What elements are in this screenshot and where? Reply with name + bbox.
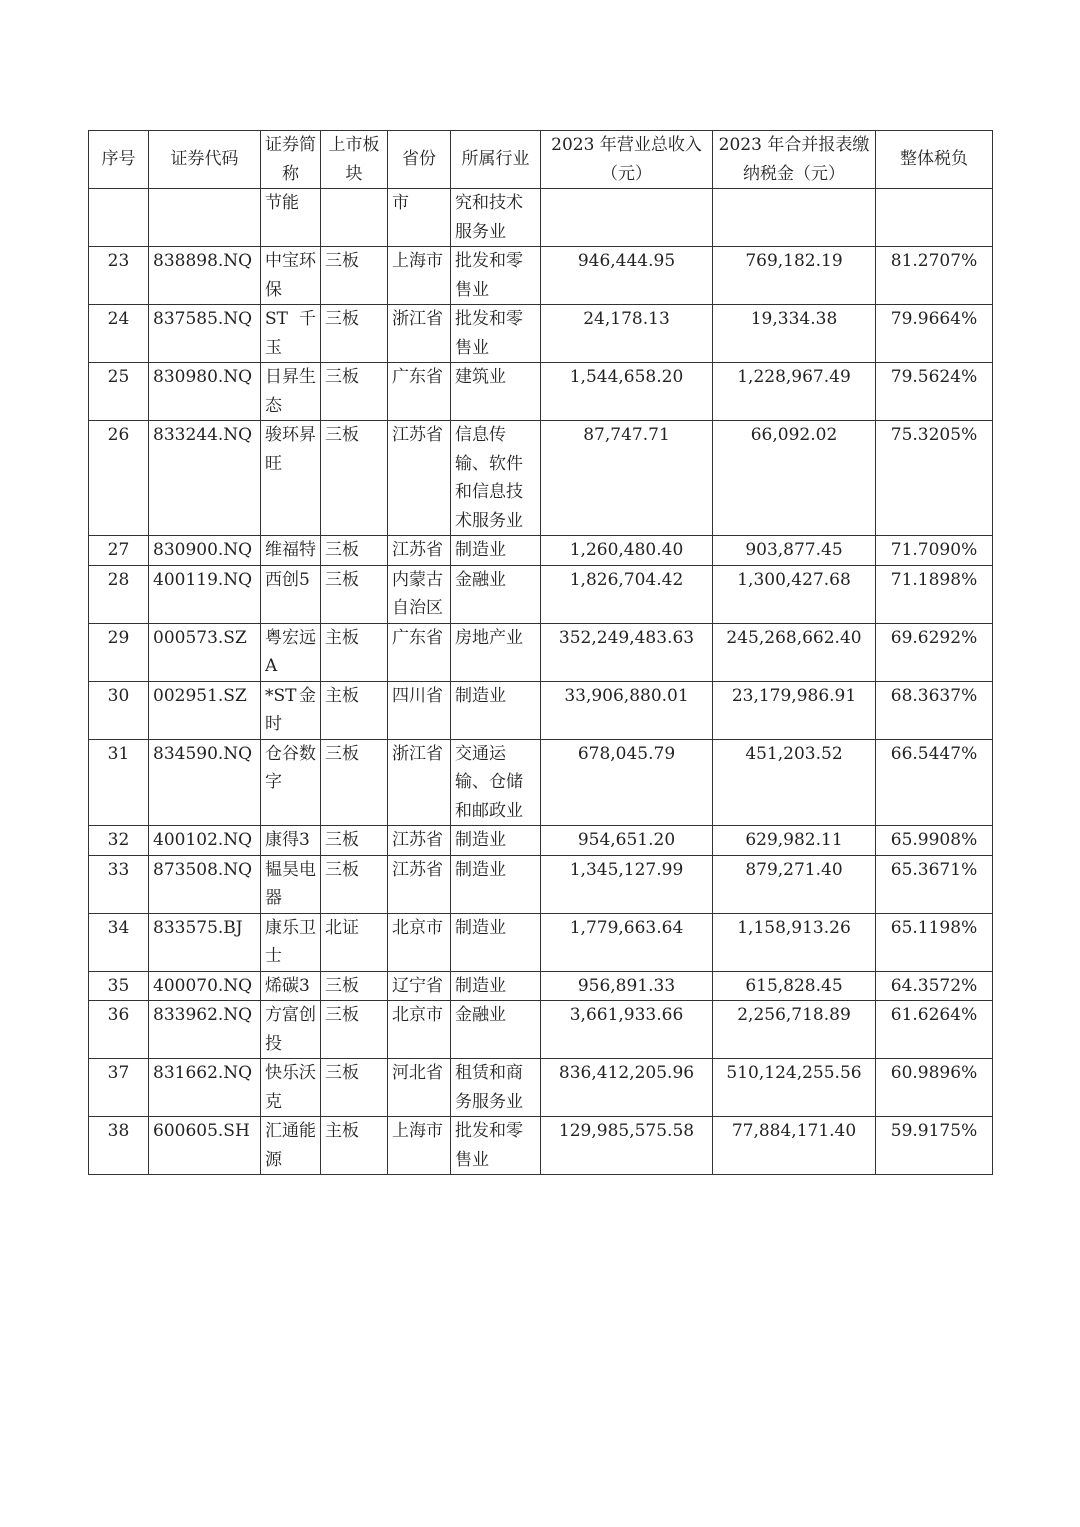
- cell-name: 方富创投: [261, 1001, 321, 1059]
- table-row: [89, 1059, 993, 1117]
- cell-index: [89, 189, 149, 247]
- cell-tax: 510,124,255.56: [713, 1059, 876, 1117]
- cell-tax: 769,182.19: [713, 247, 876, 305]
- cell-index: 27: [89, 536, 149, 566]
- cell-industry: 究和技术服务业: [451, 189, 541, 247]
- cell-revenue: 24,178.13: [541, 305, 713, 363]
- cell-index: 28: [89, 565, 149, 623]
- cell-code: 400070.NQ: [149, 971, 261, 1001]
- cell-industry: 制造业: [451, 913, 541, 971]
- cell-revenue: 3,661,933.66: [541, 1001, 713, 1059]
- cell-code: 600605.SH: [149, 1117, 261, 1175]
- cell-province: 江苏省: [388, 421, 451, 536]
- cell-province: 辽宁省: [388, 971, 451, 1001]
- cell-name: *ST金时: [261, 681, 321, 739]
- cell-index: 32: [89, 826, 149, 856]
- table-header: [89, 131, 993, 189]
- cell-industry: 金融业: [451, 1001, 541, 1059]
- table-row: [89, 826, 993, 856]
- cell-name: ST千玉: [261, 305, 321, 363]
- cell-revenue: 129,985,575.58: [541, 1117, 713, 1175]
- cell-industry: 制造业: [451, 536, 541, 566]
- cell-board: 主板: [321, 681, 388, 739]
- cell-tax: 451,203.52: [713, 739, 876, 826]
- cell-board: 三板: [321, 247, 388, 305]
- cell-tax: 903,877.45: [713, 536, 876, 566]
- cell-board: 三板: [321, 1059, 388, 1117]
- cell-name: 烯碳3: [261, 971, 321, 1001]
- cell-index: 23: [89, 247, 149, 305]
- cell-name: 快乐沃克: [261, 1059, 321, 1117]
- table-body: [89, 189, 993, 1175]
- cell-index: 38: [89, 1117, 149, 1175]
- cell-name: 汇通能源: [261, 1117, 321, 1175]
- cell-index: 34: [89, 913, 149, 971]
- cell-rate: 65.3671%: [876, 855, 993, 913]
- cell-province: 江苏省: [388, 855, 451, 913]
- cell-revenue: 87,747.71: [541, 421, 713, 536]
- cell-industry: 房地产业: [451, 623, 541, 681]
- cell-tax: 1,228,967.49: [713, 363, 876, 421]
- cell-code: 002951.SZ: [149, 681, 261, 739]
- cell-board: 三板: [321, 739, 388, 826]
- cell-province: 江苏省: [388, 826, 451, 856]
- cell-name: 中宝环保: [261, 247, 321, 305]
- cell-code: 838898.NQ: [149, 247, 261, 305]
- cell-province: 上海市: [388, 1117, 451, 1175]
- cell-board: 三板: [321, 855, 388, 913]
- cell-board: 主板: [321, 623, 388, 681]
- cell-industry: 制造业: [451, 855, 541, 913]
- cell-tax: 66,092.02: [713, 421, 876, 536]
- cell-revenue: 352,249,483.63: [541, 623, 713, 681]
- cell-rate: 64.3572%: [876, 971, 993, 1001]
- cell-board: 三板: [321, 826, 388, 856]
- cell-index: 36: [89, 1001, 149, 1059]
- cell-province: 河北省: [388, 1059, 451, 1117]
- cell-province: 江苏省: [388, 536, 451, 566]
- cell-board: 三板: [321, 565, 388, 623]
- cell-index: 30: [89, 681, 149, 739]
- cell-rate: 60.9896%: [876, 1059, 993, 1117]
- cell-index: 24: [89, 305, 149, 363]
- cell-code: 000573.SZ: [149, 623, 261, 681]
- cell-revenue: 836,412,205.96: [541, 1059, 713, 1117]
- cell-province: 北京市: [388, 913, 451, 971]
- cell-tax: 2,256,718.89: [713, 1001, 876, 1059]
- table-row: [89, 189, 993, 247]
- cell-rate: 79.5624%: [876, 363, 993, 421]
- cell-tax: 629,982.11: [713, 826, 876, 856]
- header-revenue: 2023 年营业总收入（元）: [541, 131, 713, 189]
- header-name: 证券简称: [261, 131, 321, 189]
- cell-revenue: 1,345,127.99: [541, 855, 713, 913]
- cell-code: 833244.NQ: [149, 421, 261, 536]
- table-row: [89, 565, 993, 623]
- cell-code: 400119.NQ: [149, 565, 261, 623]
- cell-code: 834590.NQ: [149, 739, 261, 826]
- cell-index: 25: [89, 363, 149, 421]
- cell-code: 873508.NQ: [149, 855, 261, 913]
- cell-tax: 23,179,986.91: [713, 681, 876, 739]
- cell-industry: 批发和零售业: [451, 305, 541, 363]
- cell-name: 康得3: [261, 826, 321, 856]
- table-row: [89, 536, 993, 566]
- cell-province: 广东省: [388, 363, 451, 421]
- table-row: [89, 1001, 993, 1059]
- cell-industry: 批发和零售业: [451, 247, 541, 305]
- cell-index: 31: [89, 739, 149, 826]
- cell-province: 上海市: [388, 247, 451, 305]
- cell-rate: 71.7090%: [876, 536, 993, 566]
- cell-tax: 615,828.45: [713, 971, 876, 1001]
- cell-code: 400102.NQ: [149, 826, 261, 856]
- cell-board: 北证: [321, 913, 388, 971]
- cell-code: 831662.NQ: [149, 1059, 261, 1117]
- cell-board: [321, 189, 388, 247]
- cell-name: 西创5: [261, 565, 321, 623]
- cell-industry: 租赁和商务服务业: [451, 1059, 541, 1117]
- cell-rate: [876, 189, 993, 247]
- table-row: [89, 305, 993, 363]
- table-row: [89, 247, 993, 305]
- header-row: [89, 131, 993, 189]
- cell-rate: 81.2707%: [876, 247, 993, 305]
- cell-name: 节能: [261, 189, 321, 247]
- cell-rate: 71.1898%: [876, 565, 993, 623]
- cell-index: 35: [89, 971, 149, 1001]
- cell-index: 37: [89, 1059, 149, 1117]
- table-row: [89, 913, 993, 971]
- cell-board: 三板: [321, 1001, 388, 1059]
- table-row: [89, 739, 993, 826]
- cell-revenue: 1,544,658.20: [541, 363, 713, 421]
- cell-province: 四川省: [388, 681, 451, 739]
- cell-province: 北京市: [388, 1001, 451, 1059]
- cell-code: 833962.NQ: [149, 1001, 261, 1059]
- cell-revenue: 956,891.33: [541, 971, 713, 1001]
- header-province: 省份: [388, 131, 451, 189]
- header-code: 证券代码: [149, 131, 261, 189]
- cell-code: 830900.NQ: [149, 536, 261, 566]
- cell-revenue: 33,906,880.01: [541, 681, 713, 739]
- table-row: [89, 623, 993, 681]
- cell-name: 仓谷数字: [261, 739, 321, 826]
- header-index: 序号: [89, 131, 149, 189]
- cell-province: 内蒙古自治区: [388, 565, 451, 623]
- cell-name: 粤宏远A: [261, 623, 321, 681]
- cell-board: 三板: [321, 421, 388, 536]
- cell-code: 837585.NQ: [149, 305, 261, 363]
- cell-board: 三板: [321, 305, 388, 363]
- cell-industry: 金融业: [451, 565, 541, 623]
- cell-industry: 信息传输、软件和信息技术服务业: [451, 421, 541, 536]
- table-row: [89, 421, 993, 536]
- cell-board: 三板: [321, 971, 388, 1001]
- cell-name: 韫昊电器: [261, 855, 321, 913]
- cell-board: 主板: [321, 1117, 388, 1175]
- cell-industry: 制造业: [451, 681, 541, 739]
- table-row: [89, 855, 993, 913]
- cell-tax: 1,158,913.26: [713, 913, 876, 971]
- cell-rate: 61.6264%: [876, 1001, 993, 1059]
- cell-tax: [713, 189, 876, 247]
- cell-tax: 1,300,427.68: [713, 565, 876, 623]
- cell-code: 830980.NQ: [149, 363, 261, 421]
- cell-code: [149, 189, 261, 247]
- cell-industry: 交通运输、仓储和邮政业: [451, 739, 541, 826]
- header-rate: 整体税负: [876, 131, 993, 189]
- tax-burden-table: [88, 130, 993, 1175]
- cell-index: 33: [89, 855, 149, 913]
- cell-revenue: 946,444.95: [541, 247, 713, 305]
- cell-code: 833575.BJ: [149, 913, 261, 971]
- cell-index: 29: [89, 623, 149, 681]
- cell-rate: 79.9664%: [876, 305, 993, 363]
- header-industry: 所属行业: [451, 131, 541, 189]
- cell-name: 日昇生态: [261, 363, 321, 421]
- cell-province: 广东省: [388, 623, 451, 681]
- cell-rate: 65.9908%: [876, 826, 993, 856]
- cell-revenue: 1,826,704.42: [541, 565, 713, 623]
- cell-industry: 制造业: [451, 971, 541, 1001]
- cell-board: 三板: [321, 363, 388, 421]
- cell-industry: 批发和零售业: [451, 1117, 541, 1175]
- cell-province: 浙江省: [388, 739, 451, 826]
- header-tax: 2023 年合并报表缴纳税金（元）: [713, 131, 876, 189]
- header-board: 上市板块: [321, 131, 388, 189]
- cell-rate: 59.9175%: [876, 1117, 993, 1175]
- cell-tax: 879,271.40: [713, 855, 876, 913]
- cell-revenue: 1,260,480.40: [541, 536, 713, 566]
- cell-name: 骏环昇旺: [261, 421, 321, 536]
- table-row: [89, 1117, 993, 1175]
- cell-rate: 69.6292%: [876, 623, 993, 681]
- table-row: [89, 681, 993, 739]
- cell-tax: 245,268,662.40: [713, 623, 876, 681]
- cell-revenue: 678,045.79: [541, 739, 713, 826]
- cell-province: 浙江省: [388, 305, 451, 363]
- cell-revenue: 954,651.20: [541, 826, 713, 856]
- cell-tax: 77,884,171.40: [713, 1117, 876, 1175]
- cell-industry: 制造业: [451, 826, 541, 856]
- cell-tax: 19,334.38: [713, 305, 876, 363]
- cell-revenue: [541, 189, 713, 247]
- cell-name: 康乐卫士: [261, 913, 321, 971]
- cell-rate: 66.5447%: [876, 739, 993, 826]
- cell-revenue: 1,779,663.64: [541, 913, 713, 971]
- cell-index: 26: [89, 421, 149, 536]
- cell-rate: 75.3205%: [876, 421, 993, 536]
- table-row: [89, 363, 993, 421]
- cell-board: 三板: [321, 536, 388, 566]
- cell-industry: 建筑业: [451, 363, 541, 421]
- cell-province: 市: [388, 189, 451, 247]
- table-row: [89, 971, 993, 1001]
- cell-rate: 68.3637%: [876, 681, 993, 739]
- cell-rate: 65.1198%: [876, 913, 993, 971]
- cell-name: 维福特: [261, 536, 321, 566]
